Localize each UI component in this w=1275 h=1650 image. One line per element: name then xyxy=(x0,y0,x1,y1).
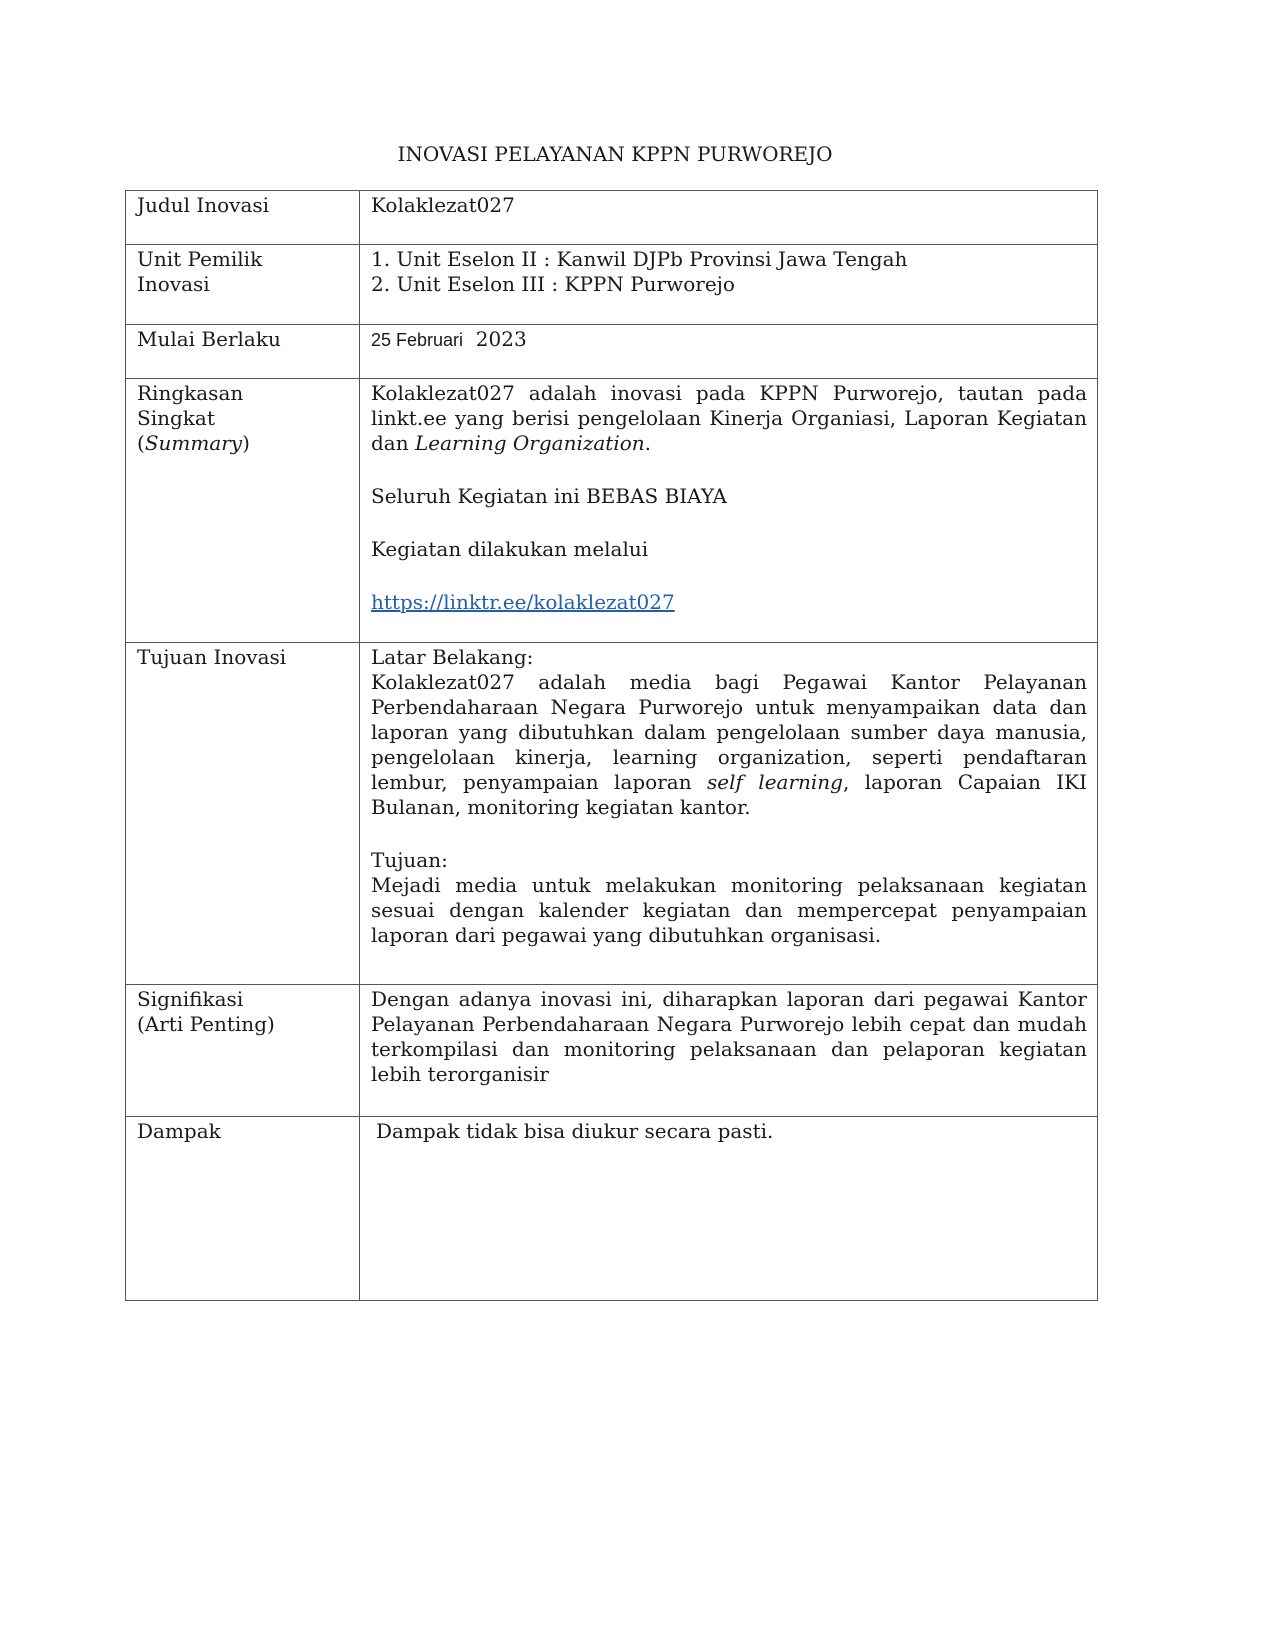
label-judul-inovasi xyxy=(126,191,360,245)
value-ringkasan-singkat xyxy=(360,379,1098,643)
background-text-part1: Kolaklezat027 adalah media bagi Pegawai Kantor Pelayanan Perbendaharaan Negara Purworejo untuk menyampaikan data dan laporan yang dibutuhkan dalam pengelolaan sumber daya manusia, pengelolaan kinerja, learning organization, seperti pendaftaran lembur, penyampaian laporan xyxy=(371,670,1087,794)
label-text-line1: Ringkasan xyxy=(137,381,244,405)
label-text-line2: (Arti Penting) xyxy=(137,1012,275,1036)
summary-italic-term: Learning Organization xyxy=(414,431,645,455)
row-mulai-berlaku xyxy=(126,325,1098,379)
value-judul-inovasi xyxy=(360,191,1098,245)
background-heading: Latar Belakang: xyxy=(371,645,534,669)
unit-item-eselon-ii: 1. Unit Eselon II : Kanwil DJPb Provinsi Jawa Tengah xyxy=(371,247,908,271)
label-tujuan-inovasi xyxy=(126,643,360,985)
innovation-name: Kolaklezat027 xyxy=(371,193,515,217)
label-mulai-berlaku xyxy=(126,325,360,379)
linktree-link[interactable]: https://linktr.ee/kolaklezat027 xyxy=(371,590,675,614)
significance-paragraph: Dengan adanya inovasi ini, diharapkan laporan dari pegawai Kantor Pelayanan Perbendaharaan Negara Purworejo lebih cepat dan mudah terkompilasi dan monitoring pelaksanaan dan pelaporan kegiatan lebih terorganisir xyxy=(371,987,1087,1086)
background-paragraph xyxy=(371,670,1087,820)
start-date-day-month: 25 Februari xyxy=(371,330,464,350)
value-signifikasi xyxy=(360,985,1098,1117)
label-ringkasan-singkat xyxy=(126,379,360,643)
objective-paragraph: Mejadi media untuk melakukan monitoring pelaksanaan kegiatan sesuai dengan kalender kegiatan dan mempercepat penyampaian laporan dari pegawai yang dibutuhkan organisasi. xyxy=(371,873,1087,947)
summary-text: Kolaklezat027 adalah inovasi pada KPPN Purworejo, tautan pada linkt.ee yang berisi pengelolaan Kinerja Organiasi, Laporan Kegiatan dan xyxy=(371,381,1087,455)
label-text-line2: Singkat xyxy=(137,406,215,430)
free-of-charge-note: Seluruh Kegiatan ini BEBAS BIAYA xyxy=(371,484,727,508)
summary-end: . xyxy=(644,431,652,455)
impact-text: Dampak tidak bisa diukur secara pasti. xyxy=(376,1119,774,1143)
value-mulai-berlaku xyxy=(360,325,1098,379)
unit-item-eselon-iii: 2. Unit Eselon III : KPPN Purworejo xyxy=(371,272,735,296)
channel-intro: Kegiatan dilakukan melalui xyxy=(371,537,649,561)
value-dampak xyxy=(360,1117,1098,1301)
objective-heading: Tujuan: xyxy=(371,848,448,872)
label-text: Judul Inovasi xyxy=(137,193,270,217)
innovation-form-table xyxy=(125,190,1098,1301)
label-dampak xyxy=(126,1117,360,1301)
row-ringkasan-singkat xyxy=(126,379,1098,643)
start-date-year: 2023 xyxy=(475,327,527,351)
document-title: INOVASI PELAYANAN KPPN PURWOREJO xyxy=(397,142,833,166)
label-unit-pemilik xyxy=(126,245,360,325)
row-tujuan-inovasi xyxy=(126,643,1098,985)
label-text: Mulai Berlaku xyxy=(137,327,281,351)
row-unit-pemilik xyxy=(126,245,1098,325)
row-signifikasi xyxy=(126,985,1098,1117)
label-text: Dampak xyxy=(137,1119,221,1143)
value-tujuan-inovasi xyxy=(360,643,1098,985)
background-text-part2: , laporan Capaian IKI Bulanan, monitoring kegiatan kantor. xyxy=(371,770,1088,819)
label-text: Tujuan Inovasi xyxy=(137,645,287,669)
label-text-line2: Inovasi xyxy=(137,272,210,296)
label-text-line1: Unit Pemilik xyxy=(137,247,263,271)
label-paren-open: ( xyxy=(137,431,145,455)
label-paren-close: ) xyxy=(242,431,250,455)
summary-paragraph xyxy=(371,381,1087,456)
label-signifikasi xyxy=(126,985,360,1117)
background-italic-term: self learning xyxy=(707,770,843,794)
value-unit-pemilik xyxy=(360,245,1098,325)
label-text-line1: Signifikasi xyxy=(137,987,244,1011)
row-judul-inovasi xyxy=(126,191,1098,245)
label-summary-italic: Summary xyxy=(144,431,243,455)
row-dampak xyxy=(126,1117,1098,1301)
